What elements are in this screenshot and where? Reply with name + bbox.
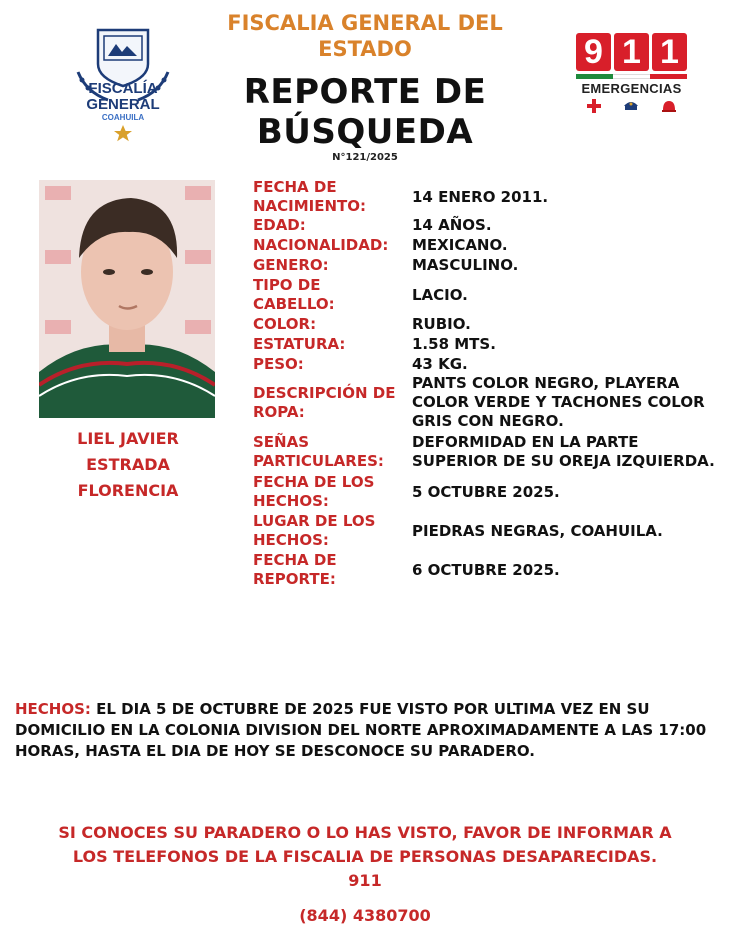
report-date-label: [253, 551, 403, 589]
gender-value: MASCULINO.: [412, 256, 519, 274]
facts-paragraph: [15, 699, 715, 762]
call-to-action: [15, 821, 715, 893]
person-name-line3: FLORENCIA: [77, 481, 179, 500]
gender-label: GENERO:: [253, 256, 329, 274]
facts-line1: [15, 699, 715, 720]
report-date-label-line2: REPORTE:: [253, 570, 336, 588]
flag-stripe: [576, 74, 687, 79]
event-date-label: [253, 473, 403, 511]
height-value: 1.58 MTS.: [412, 335, 496, 353]
nationality-label: NACIONALIDAD:: [253, 236, 389, 254]
event-place-label: [253, 512, 403, 550]
height-label: ESTATURA:: [253, 335, 346, 353]
911-digit-2: 1: [614, 33, 649, 71]
title-line2: BÚSQUEDA: [256, 112, 474, 152]
agency-name: [200, 10, 530, 62]
birth-date-value: 14 ENERO 2011.: [412, 188, 549, 206]
firefighter-helmet-icon: [661, 98, 677, 114]
911-digit-1: 9: [576, 33, 611, 71]
police-cap-icon: [622, 98, 640, 114]
weight-value: 43 KG.: [412, 355, 468, 373]
age-value: 14 AÑOS.: [412, 216, 492, 234]
person-portrait-icon: [39, 180, 215, 418]
event-place-label-line1: LUGAR DE LOS: [253, 512, 376, 530]
911-digit-3: 1: [652, 33, 687, 71]
cta-line1: SI CONOCES SU PARADERO O LO HAS VISTO, FAVOR DE INFORMAR A: [58, 823, 672, 842]
cta-line2: LOS TELEFONOS DE LA FISCALIA DE PERSONAS DESAPARECIDAS.: [72, 847, 658, 866]
facts-label: HECHOS:: [15, 700, 91, 718]
missing-person-photo: [39, 180, 215, 418]
clothing-value: [412, 374, 718, 431]
weight-label: PESO:: [253, 355, 304, 373]
agency-name-line1: FISCALIA GENERAL DEL: [227, 11, 503, 35]
hair-type-value: LACIO.: [412, 286, 468, 304]
facts-line1-text: EL DIA 5 DE OCTUBRE DE 2025 FUE VISTO POR ULTIMA VEZ EN SU: [96, 700, 650, 718]
contact-phone: (844) 4380700: [299, 906, 431, 925]
birth-date-label-line2: NACIMIENTO:: [253, 197, 367, 215]
hair-color-label: COLOR:: [253, 315, 317, 333]
facts-line2: DOMICILIO EN LA COLONIA DIVISION DEL NORTE APROXIMADAMENTE A LAS 17:00: [15, 721, 707, 739]
agency-name-line2: ESTADO: [318, 37, 412, 61]
report-number: N°121/2025: [332, 152, 398, 163]
logo-text-coahuila: COAHUILA: [101, 113, 145, 122]
event-place-value: PIEDRAS NEGRAS, COAHUILA.: [412, 522, 663, 540]
report-date-label-line1: FECHA DE: [253, 551, 337, 569]
marks-value-line2: SUPERIOR DE SU OREJA IZQUIERDA.: [412, 452, 715, 470]
logo-text-general: GENERAL: [86, 96, 160, 113]
facts-line3: HORAS, HASTA EL DIA DE HOY SE DESCONOCE SU PARADERO.: [15, 742, 535, 760]
person-name-line2: ESTRADA: [86, 455, 170, 474]
person-name-line1: LIEL JAVIER: [77, 429, 179, 448]
hair-type-label-line1: TIPO DE: [253, 276, 321, 294]
marks-label-line1: SEÑAS: [253, 433, 310, 451]
birth-date-label: [253, 178, 403, 216]
event-date-label-line2: HECHOS:: [253, 492, 329, 510]
emergency-911-logo: [576, 33, 691, 123]
fiscalia-logo: [68, 22, 178, 147]
marks-label: [253, 433, 403, 471]
report-date-value: 6 OCTUBRE 2025.: [412, 561, 560, 579]
marks-value: [412, 433, 718, 471]
clothing-value-line3: GRIS CON NEGRO.: [412, 412, 564, 430]
hair-type-label: [253, 276, 403, 314]
title-line1: REPORTE DE: [243, 72, 487, 112]
clothing-value-line2: COLOR VERDE Y TACHONES COLOR: [412, 393, 705, 411]
marks-label-line2: PARTICULARES:: [253, 452, 384, 470]
medical-cross-icon: [586, 98, 602, 114]
hair-color-value: RUBIO.: [412, 315, 471, 333]
clothing-label: [253, 384, 403, 422]
emergencias-label: EMERGENCIAS: [581, 81, 682, 96]
event-date-label-line1: FECHA DE LOS: [253, 473, 375, 491]
birth-date-label-line1: FECHA DE: [253, 178, 337, 196]
clothing-label-line1: DESCRIPCIÓN DE: [253, 384, 396, 402]
event-date-value: 5 OCTUBRE 2025.: [412, 483, 560, 501]
event-place-label-line2: HECHOS:: [253, 531, 329, 549]
nationality-value: MEXICANO.: [412, 236, 508, 254]
logo-text-fiscalia: FISCALÍA: [88, 80, 158, 97]
star-icon: [113, 124, 133, 144]
marks-value-line1: DEFORMIDAD EN LA PARTE: [412, 433, 639, 451]
cta-line3: 911: [348, 871, 382, 890]
person-name: [40, 426, 216, 504]
clothing-label-line2: ROPA:: [253, 403, 305, 421]
age-label: EDAD:: [253, 216, 306, 234]
clothing-value-line1: PANTS COLOR NEGRO, PLAYERA: [412, 374, 680, 392]
hair-type-label-line2: CABELLO:: [253, 295, 335, 313]
911-digits: [576, 33, 691, 71]
page-title: [200, 72, 530, 152]
